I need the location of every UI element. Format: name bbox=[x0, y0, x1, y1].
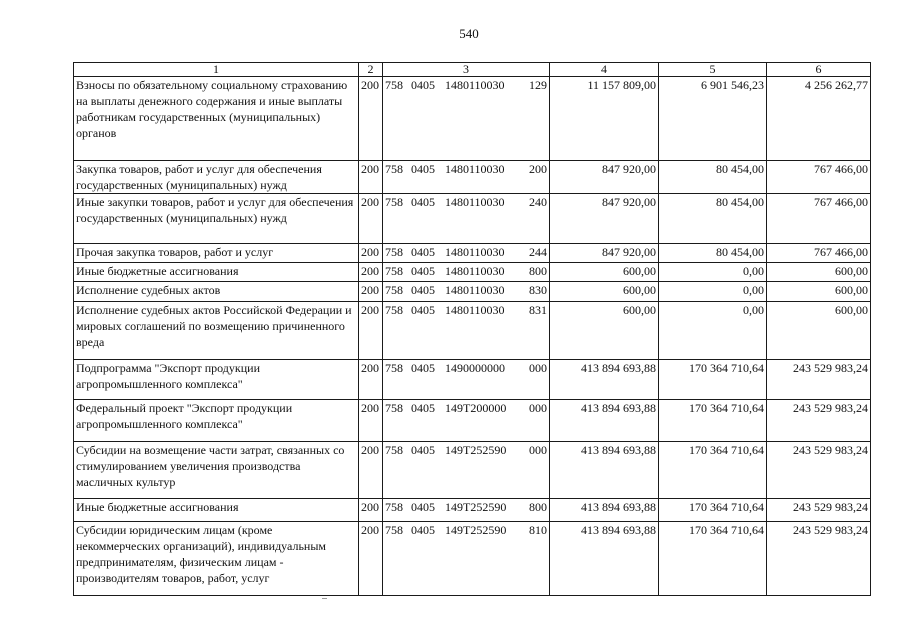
budget-table bbox=[73, 62, 871, 596]
row-value-col6: 767 466,00 bbox=[767, 161, 871, 194]
row-admin-code: 200 bbox=[359, 161, 383, 194]
row-name: Субсидии на возмещение части затрат, связанных со стимулированием увеличения производства масличных культур bbox=[74, 442, 359, 499]
row-classification-code bbox=[383, 263, 550, 282]
row-value-col4: 600,00 bbox=[550, 302, 659, 360]
code-expense-type: 000 bbox=[529, 361, 547, 375]
row-admin-code: 200 bbox=[359, 400, 383, 442]
row-classification-code bbox=[383, 77, 550, 161]
code-expense-type: 800 bbox=[529, 500, 547, 514]
row-name: Исполнение судебных актов bbox=[74, 282, 359, 302]
header-cell-6: 6 bbox=[767, 63, 871, 77]
code-expense-type: 129 bbox=[529, 78, 547, 92]
table-row bbox=[74, 522, 871, 596]
row-value-col5: 170 364 710,64 bbox=[659, 360, 767, 400]
row-classification-code bbox=[383, 244, 550, 263]
row-admin-code: 200 bbox=[359, 77, 383, 161]
row-value-col5: 80 454,00 bbox=[659, 244, 767, 263]
code-target-item: 149Т252590 bbox=[445, 500, 507, 514]
row-classification-code bbox=[383, 282, 550, 302]
row-name: Федеральный проект "Экспорт продукции агропромышленного комплекса" bbox=[74, 400, 359, 442]
row-classification-code bbox=[383, 161, 550, 194]
code-expense-type: 830 bbox=[529, 283, 547, 297]
row-value-col5: 0,00 bbox=[659, 282, 767, 302]
code-section: 0405 bbox=[411, 245, 435, 259]
row-value-col6: 243 529 983,24 bbox=[767, 522, 871, 596]
row-value-col4: 847 920,00 bbox=[550, 161, 659, 194]
code-grbs: 758 bbox=[385, 443, 403, 457]
table-row bbox=[74, 499, 871, 522]
code-grbs: 758 bbox=[385, 195, 403, 209]
code-section: 0405 bbox=[411, 264, 435, 278]
code-target-item: 1480110030 bbox=[445, 303, 505, 317]
row-value-col6: 243 529 983,24 bbox=[767, 442, 871, 499]
row-value-col6: 243 529 983,24 bbox=[767, 499, 871, 522]
code-section: 0405 bbox=[411, 78, 435, 92]
row-admin-code: 200 bbox=[359, 302, 383, 360]
row-classification-code bbox=[383, 442, 550, 499]
code-grbs: 758 bbox=[385, 401, 403, 415]
row-value-col4: 413 894 693,88 bbox=[550, 360, 659, 400]
row-classification-code bbox=[383, 194, 550, 244]
code-grbs: 758 bbox=[385, 361, 403, 375]
row-name: Прочая закупка товаров, работ и услуг bbox=[74, 244, 359, 263]
row-value-col5: 6 901 546,23 bbox=[659, 77, 767, 161]
row-classification-code bbox=[383, 360, 550, 400]
header-cell-4: 4 bbox=[550, 63, 659, 77]
row-value-col6: 600,00 bbox=[767, 282, 871, 302]
table-row bbox=[74, 263, 871, 282]
row-name: Иные бюджетные ассигнования bbox=[74, 499, 359, 522]
code-section: 0405 bbox=[411, 361, 435, 375]
row-admin-code: 200 bbox=[359, 282, 383, 302]
table-row bbox=[74, 161, 871, 194]
row-name: Субсидии юридическим лицам (кроме некоммерческих организаций), индивидуальным предпринимателям, физическим лицам - производителям товаров, работ, услуг bbox=[74, 522, 359, 596]
table-row bbox=[74, 244, 871, 263]
row-value-col5: 170 364 710,64 bbox=[659, 442, 767, 499]
code-target-item: 1480110030 bbox=[445, 245, 505, 259]
code-expense-type: 000 bbox=[529, 443, 547, 457]
row-name: Иные бюджетные ассигнования bbox=[74, 263, 359, 282]
header-cell-2: 2 bbox=[359, 63, 383, 77]
code-target-item: 149Т200000 bbox=[445, 401, 507, 415]
code-target-item: 149Т252590 bbox=[445, 443, 507, 457]
row-value-col4: 413 894 693,88 bbox=[550, 400, 659, 442]
scan-mark bbox=[322, 598, 327, 599]
row-value-col6: 600,00 bbox=[767, 302, 871, 360]
table-row bbox=[74, 77, 871, 161]
code-target-item: 1480110030 bbox=[445, 264, 505, 278]
row-value-col4: 413 894 693,88 bbox=[550, 442, 659, 499]
row-name: Иные закупки товаров, работ и услуг для обеспечения государственных (муниципальных) нужд bbox=[74, 194, 359, 244]
code-target-item: 1480110030 bbox=[445, 162, 505, 176]
code-expense-type: 240 bbox=[529, 195, 547, 209]
row-value-col4: 413 894 693,88 bbox=[550, 499, 659, 522]
code-grbs: 758 bbox=[385, 523, 403, 537]
code-target-item: 1480110030 bbox=[445, 283, 505, 297]
row-admin-code: 200 bbox=[359, 360, 383, 400]
row-value-col4: 847 920,00 bbox=[550, 244, 659, 263]
row-classification-code bbox=[383, 400, 550, 442]
code-target-item: 1480110030 bbox=[445, 195, 505, 209]
code-grbs: 758 bbox=[385, 245, 403, 259]
row-value-col5: 0,00 bbox=[659, 263, 767, 282]
row-classification-code bbox=[383, 522, 550, 596]
table-row bbox=[74, 194, 871, 244]
row-value-col5: 170 364 710,64 bbox=[659, 522, 767, 596]
row-value-col5: 80 454,00 bbox=[659, 194, 767, 244]
code-target-item: 1480110030 bbox=[445, 78, 505, 92]
page-number: 540 bbox=[459, 26, 479, 41]
row-value-col4: 413 894 693,88 bbox=[550, 522, 659, 596]
code-section: 0405 bbox=[411, 162, 435, 176]
code-expense-type: 000 bbox=[529, 401, 547, 415]
row-value-col5: 170 364 710,64 bbox=[659, 499, 767, 522]
row-value-col6: 4 256 262,77 bbox=[767, 77, 871, 161]
header-cell-5: 5 bbox=[659, 63, 767, 77]
row-classification-code bbox=[383, 302, 550, 360]
table-header-row bbox=[74, 63, 871, 77]
header-cell-1: 1 bbox=[74, 63, 359, 77]
row-admin-code: 200 bbox=[359, 194, 383, 244]
code-expense-type: 800 bbox=[529, 264, 547, 278]
row-admin-code: 200 bbox=[359, 522, 383, 596]
code-section: 0405 bbox=[411, 303, 435, 317]
code-section: 0405 bbox=[411, 523, 435, 537]
table-row bbox=[74, 282, 871, 302]
code-expense-type: 810 bbox=[529, 523, 547, 537]
row-value-col5: 80 454,00 bbox=[659, 161, 767, 194]
row-value-col4: 600,00 bbox=[550, 263, 659, 282]
row-admin-code: 200 bbox=[359, 244, 383, 263]
table-row bbox=[74, 442, 871, 499]
code-section: 0405 bbox=[411, 443, 435, 457]
code-expense-type: 200 bbox=[529, 162, 547, 176]
row-admin-code: 200 bbox=[359, 263, 383, 282]
code-section: 0405 bbox=[411, 195, 435, 209]
table-row bbox=[74, 360, 871, 400]
row-name: Подпрограмма "Экспорт продукции агропромышленного комплекса" bbox=[74, 360, 359, 400]
row-value-col6: 600,00 bbox=[767, 263, 871, 282]
code-section: 0405 bbox=[411, 500, 435, 514]
code-grbs: 758 bbox=[385, 303, 403, 317]
code-target-item: 1490000000 bbox=[445, 361, 505, 375]
code-grbs: 758 bbox=[385, 500, 403, 514]
code-grbs: 758 bbox=[385, 162, 403, 176]
row-admin-code: 200 bbox=[359, 442, 383, 499]
code-target-item: 149Т252590 bbox=[445, 523, 507, 537]
code-grbs: 758 bbox=[385, 78, 403, 92]
row-value-col4: 600,00 bbox=[550, 282, 659, 302]
row-name: Исполнение судебных актов Российской Федерации и мировых соглашений по возмещению причиненного вреда bbox=[74, 302, 359, 360]
code-expense-type: 831 bbox=[529, 303, 547, 317]
code-section: 0405 bbox=[411, 283, 435, 297]
table-row bbox=[74, 302, 871, 360]
row-value-col6: 243 529 983,24 bbox=[767, 360, 871, 400]
code-grbs: 758 bbox=[385, 283, 403, 297]
header-cell-3: 3 bbox=[383, 63, 550, 77]
code-expense-type: 244 bbox=[529, 245, 547, 259]
row-value-col5: 170 364 710,64 bbox=[659, 400, 767, 442]
row-name: Закупка товаров, работ и услуг для обеспечения государственных (муниципальных) нужд bbox=[74, 161, 359, 194]
row-admin-code: 200 bbox=[359, 499, 383, 522]
row-value-col4: 847 920,00 bbox=[550, 194, 659, 244]
code-section: 0405 bbox=[411, 401, 435, 415]
row-value-col6: 767 466,00 bbox=[767, 244, 871, 263]
row-value-col4: 11 157 809,00 bbox=[550, 77, 659, 161]
code-grbs: 758 bbox=[385, 264, 403, 278]
row-classification-code bbox=[383, 499, 550, 522]
row-name: Взносы по обязательному социальному страхованию на выплаты денежного содержания и иные выплаты работникам государственных (муниципальных) органов bbox=[74, 77, 359, 161]
row-value-col6: 243 529 983,24 bbox=[767, 400, 871, 442]
table-row bbox=[74, 400, 871, 442]
row-value-col5: 0,00 bbox=[659, 302, 767, 360]
row-value-col6: 767 466,00 bbox=[767, 194, 871, 244]
